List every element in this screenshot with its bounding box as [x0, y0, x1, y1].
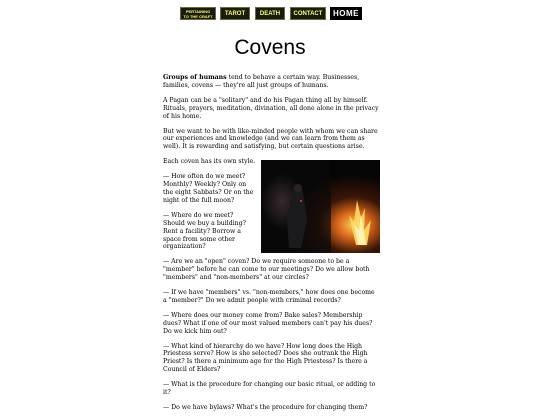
intro-bold-text: Groups of humans [163, 74, 227, 81]
question-hierarchy: — What kind of hierarchy do we have? How long does the High Priestess serve? How is she selected? Does she outrank the High Priest? Is there a minimum age for the High Priestess? Is there a Council of Elders? [163, 342, 368, 374]
intro-paragraph [163, 74, 379, 90]
nav-contact-button[interactable]: CONTACT [290, 7, 326, 20]
style-paragraph: Each coven has its own style. [163, 158, 256, 166]
bonfire-image-art [261, 160, 380, 253]
question-membership: — If we have "members" vs. "non-members," how does one become a "member?" Do we admit people with criminal records? [163, 289, 375, 304]
question-bylaws: — Do we have bylaws? What's the procedure for changing them? [163, 404, 368, 411]
nav-pertaining-to-the-craft-button[interactable]: PERTAINING TO THE CRAFT [180, 7, 216, 20]
question-open-coven: — Are we an "open" coven? Do we require someone to be a "member" before he can come to our meetings? Do we allow both "members" and "non-members" at our circles? [163, 258, 370, 282]
nav-tarot-button[interactable]: TAROT [220, 7, 250, 20]
left-column [163, 158, 257, 251]
bonfire-photo [261, 160, 380, 253]
solitary-paragraph: A Pagan can be a "solitary" and do his Pagan thing all by himself. Rituals, prayers, meditation, divination, all done alone in the privacy of his home. [163, 96, 379, 120]
question-meeting-frequency: — How often do we meet? Monthly? Weekly? Only on the eight Sabbats? Or on the night of the full moon? [163, 173, 254, 204]
question-money: — Where does our money come from? Bake sales? Membership dues? What if one of our most valued members can't pay his dues? Do we kick him out? [163, 311, 373, 335]
page-title: Covens [234, 36, 306, 59]
community-paragraph: But we want to be with like-minded people with whom we can share our experiences and knowledge (and we can learn from them as well). It is rewarding and satisfying, but certain questions arise. [163, 127, 378, 151]
nav-home-button[interactable]: HOME [330, 7, 362, 20]
question-ritual-changes: — What is the procedure for changing our basic ritual, or adding to it? [163, 381, 376, 397]
intro-text: tend to behave a certain way. Businesses, families, covens — they're all just groups of humans. [163, 74, 360, 89]
question-meeting-place: — Where do we meet? Should we buy a building? Rent a facility? Borrow a space from some other organization? [163, 211, 246, 251]
nav-death-button[interactable]: DEATH [255, 7, 285, 20]
top-navigation [0, 7, 540, 21]
